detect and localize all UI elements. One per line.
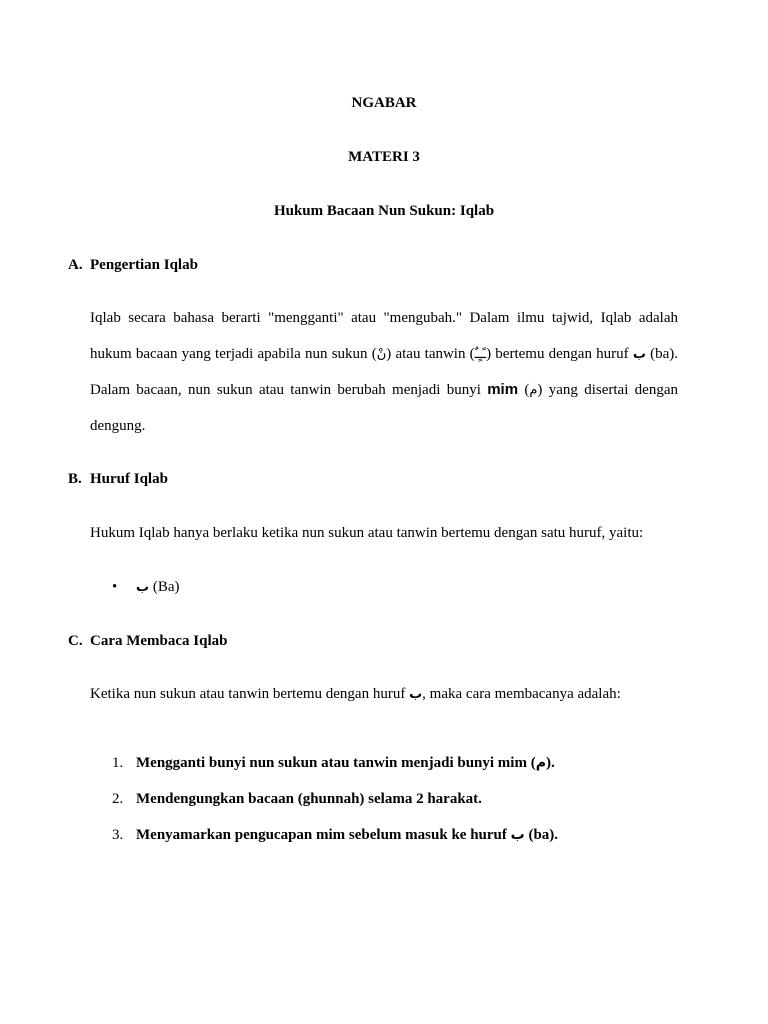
list-text: Mengganti bunyi nun sukun atau tanwin menjadi bunyi mim ( — [136, 755, 536, 771]
list-number: 2. — [112, 791, 124, 807]
section-c-intro — [90, 685, 621, 704]
section-a-heading — [68, 256, 198, 274]
list-item-1 — [112, 754, 555, 772]
para-text: ) yang disertai dengan dengung. — [90, 382, 678, 434]
section-a-title: Pengertian Iqlab — [90, 257, 198, 273]
doc-topic: Hukum Bacaan Nun Sukun: Iqlab — [273, 203, 495, 219]
list-text: (ba). — [524, 827, 559, 843]
ba-glyph: ب — [632, 346, 646, 362]
section-c-title: Cara Membaca Iqlab — [90, 633, 228, 649]
section-a-letter: A. — [68, 257, 83, 273]
bullet-marker: • — [112, 579, 118, 595]
mim-word: mim — [487, 381, 519, 398]
ba-glyph: ب — [510, 827, 525, 843]
para-text: (ba). Dalam bacaan, nun sukun atau tanwin berubah menjadi bunyi — [90, 345, 678, 398]
list-number: 3. — [112, 827, 124, 843]
doc-subtitle: MATERI 3 — [348, 149, 420, 165]
section-b-letter: B. — [68, 471, 82, 487]
para-text: Iqlab secara bahasa berarti "mengganti" atau "mengubah." Dalam ilmu tajwid, Iqlab adalah hukum bacaan yang terjadi apabila nun sukun ( — [90, 310, 678, 362]
ba-glyph: ب — [136, 580, 150, 595]
nun-sukun-glyph: نْ — [376, 346, 387, 362]
intro-text: , maka cara membacanya adalah: — [422, 686, 621, 702]
intro-text: Ketika nun sukun atau tanwin bertemu dengan huruf — [90, 686, 410, 702]
para-text: ) bertemu dengan huruf — [486, 345, 633, 362]
section-b-title: Huruf Iqlab — [90, 471, 168, 487]
section-c-heading — [68, 632, 228, 650]
list-number: 1. — [112, 755, 124, 771]
list-text: Menyamarkan pengucapan mim sebelum masuk ke huruf — [136, 827, 511, 843]
bullet-text: (Ba) — [149, 579, 180, 595]
section-a-paragraph — [90, 301, 678, 444]
bullet-item-ba — [136, 578, 179, 597]
list-item-2 — [112, 790, 482, 808]
para-text: ( — [518, 382, 530, 398]
list-item-3 — [112, 826, 558, 844]
section-c-letter: C. — [68, 633, 83, 649]
list-text: Mendengungkan bacaan (ghunnah) selama 2 harakat. — [136, 791, 482, 807]
section-b-heading — [68, 470, 168, 488]
para-text: ) atau tanwin ( — [386, 345, 475, 362]
mim-glyph: م — [529, 383, 538, 398]
list-text: ). — [545, 755, 555, 771]
tanwin-glyph: ـًـٍـٌ — [474, 346, 487, 362]
mim-glyph: م — [535, 755, 546, 771]
doc-title: NGABAR — [351, 95, 417, 111]
section-b-intro: Hukum Iqlab hanya berlaku ketika nun sukun atau tanwin bertemu dengan satu huruf, yaitu: — [90, 525, 644, 541]
ba-glyph: ب — [409, 687, 423, 702]
